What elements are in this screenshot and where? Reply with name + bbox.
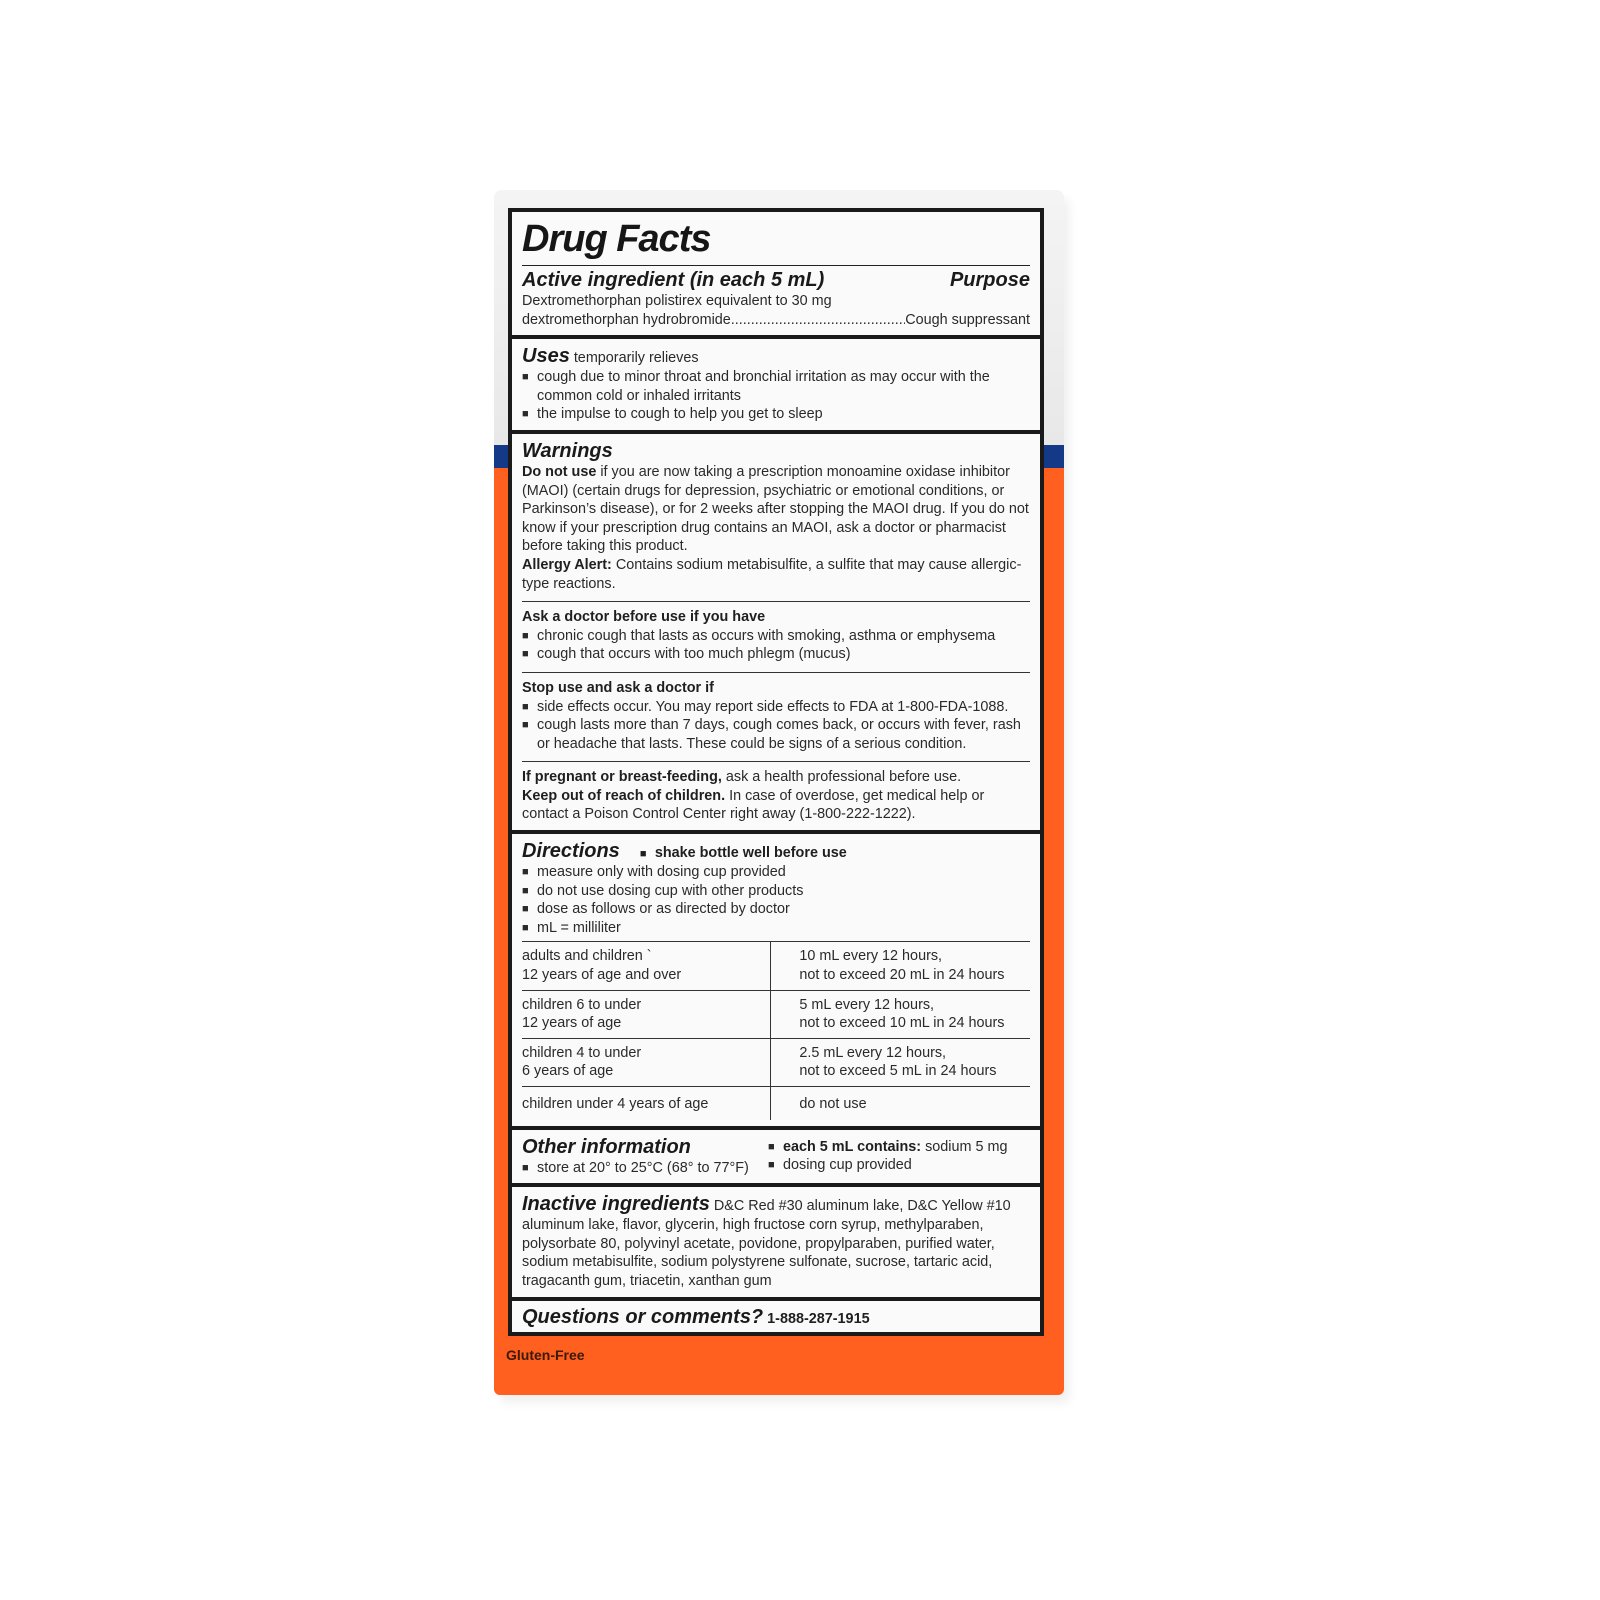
dose-cell: [771, 1087, 1030, 1120]
list-item: ■ dose as follows or as directed by doctor: [522, 900, 1030, 919]
dose-cell: [771, 990, 1030, 1038]
product-box: [494, 190, 1064, 1395]
list-item: ■ cough due to minor throat and bronchial irritation as may occur with the common cold or inhaled irritants: [522, 368, 1030, 405]
allergy-text: Contains sodium metabisulfite, a sulfite that may cause allergic-type reactions.: [522, 556, 1022, 592]
each-5ml-label: each 5 mL contains:: [783, 1138, 922, 1155]
active-ingredient-line2: dextromethorphan hydrobromide: [522, 311, 731, 328]
do-not-use-paragraph: [522, 463, 1030, 556]
directions-section: [512, 834, 1040, 1126]
pregnant-label: If pregnant or breast-feeding,: [522, 769, 722, 786]
purpose-text: Cough suppressant: [905, 311, 1030, 328]
age-cell: [522, 990, 771, 1038]
uses-heading: Uses: [522, 345, 570, 368]
age-line: adults and children `: [522, 948, 652, 965]
list-item: ■ cough that occurs with too much phlegm (mucus): [522, 645, 1030, 664]
inactive-ingredients-heading: Inactive ingredients: [522, 1193, 710, 1216]
active-ingredient-section: [512, 212, 1040, 335]
dose-line: do not use: [799, 1096, 867, 1112]
table-row: [522, 990, 1030, 1038]
age-cell: [522, 1087, 771, 1120]
age-line: children under 4 years of age: [522, 1096, 709, 1112]
dose-cell: [771, 942, 1030, 990]
list-item: ■ dosing cup provided: [768, 1156, 1007, 1175]
dose-cell: [771, 1038, 1030, 1086]
list-item: ■ store at 20° to 25°C (68° to 77°F): [522, 1159, 768, 1178]
divider: [522, 601, 1030, 602]
list-item: ■ cough lasts more than 7 days, cough comes back, or occurs with fever, rash or headache that lasts. These could be signs of a serious condition.: [522, 716, 1030, 753]
warnings-heading: Warnings: [522, 439, 613, 462]
list-item: [768, 1138, 1007, 1157]
uses-section: [512, 339, 1040, 430]
divider: [522, 761, 1030, 762]
allergy-label: Allergy Alert:: [522, 556, 612, 573]
list-item: ■ mL = milliliter: [522, 919, 1030, 938]
age-line: children 4 to under: [522, 1044, 642, 1061]
purpose-heading: Purpose: [949, 269, 1030, 291]
leader-dots: [731, 311, 905, 330]
age-line: children 6 to under: [522, 996, 642, 1013]
table-row: [522, 1087, 1030, 1120]
age-line: 12 years of age: [522, 1015, 622, 1032]
dose-line: 10 mL every 12 hours,: [799, 948, 943, 965]
list-item: ■ the impulse to cough to help you get to sleep: [522, 405, 1030, 424]
directions-heading: Directions: [522, 840, 620, 863]
dose-line: not to exceed 10 mL in 24 hours: [799, 1015, 1005, 1032]
dosage-table: [522, 941, 1030, 1119]
active-ingredient-heading: Active ingredient (in each 5 mL): [522, 269, 825, 291]
keep-out-label: Keep out of reach of children.: [522, 787, 726, 804]
allergy-paragraph: [522, 556, 1030, 593]
do-not-use-label: Do not use: [522, 463, 597, 480]
keep-out-text: In case of overdose, get medical help or contact a Poison Control Center right away (1-800-222-1222).: [522, 787, 985, 823]
drug-facts-panel: [508, 208, 1044, 1336]
list-item: ■ chronic cough that lasts as occurs with smoking, asthma or emphysema: [522, 627, 1030, 646]
table-row: [522, 1038, 1030, 1086]
directions-first-item: ■ shake bottle well before use: [640, 845, 847, 861]
each-5ml-text: sodium 5 mg: [925, 1138, 1008, 1155]
other-information-section: [512, 1130, 1040, 1184]
warnings-section: [512, 434, 1040, 830]
dose-line: not to exceed 5 mL in 24 hours: [799, 1063, 997, 1080]
uses-intro: temporarily relieves: [573, 350, 699, 367]
drug-facts-title: Drug Facts: [522, 217, 1030, 266]
active-ingredient-line1: Dextromethorphan polistirex equivalent to 30 mg: [522, 293, 832, 309]
gluten-free-label: Gluten-Free: [506, 1347, 585, 1363]
questions-heading: Questions or comments?: [522, 1305, 764, 1328]
table-row: [522, 942, 1030, 990]
questions-phone: 1-888-287-1915: [767, 1310, 870, 1327]
do-not-use-text: if you are now taking a prescription monoamine oxidase inhibitor (MAOI) (certain drugs for depression, psychiatric or emotional conditions, or Parkinson’s disease), or for 2 weeks after stopping the MAOI drug. If you do not know if your prescription drug contains an MAOI, ask a doctor or pharmacist before taking this product.: [522, 463, 1029, 555]
age-cell: [522, 942, 771, 990]
dose-line: 2.5 mL every 12 hours,: [799, 1044, 947, 1061]
inactive-ingredients-text: D&C Red #30 aluminum lake, D&C Yellow #10 aluminum lake, flavor, glycerin, high fructose corn syrup, methylparaben, polysorbate 80, polyvinyl acetate, povidone, propylparaben, purified water, sodium metabisulfite, sodium polystyrene sulfonate, sucrose, tartaric acid, tragacanth gum, triacetin, xanthan gum: [522, 1198, 1011, 1289]
other-information-heading: Other information: [522, 1135, 691, 1158]
stop-use-heading: Stop use and ask a doctor if: [522, 679, 714, 696]
inactive-ingredients-section: [512, 1187, 1040, 1296]
list-item: ■ do not use dosing cup with other products: [522, 882, 1030, 901]
age-line: 6 years of age: [522, 1063, 614, 1080]
keep-out-paragraph: [522, 787, 1030, 824]
age-cell: [522, 1038, 771, 1086]
pregnant-paragraph: [522, 768, 1030, 787]
dose-line: 5 mL every 12 hours,: [799, 996, 935, 1013]
list-item: ■ measure only with dosing cup provided: [522, 863, 1030, 882]
dose-line: not to exceed 20 mL in 24 hours: [799, 967, 1005, 984]
pregnant-text: ask a health professional before use.: [725, 769, 962, 786]
list-item: ■ side effects occur. You may report side effects to FDA at 1-800-FDA-1088.: [522, 698, 1030, 717]
age-line: 12 years of age and over: [522, 967, 682, 984]
divider: [522, 672, 1030, 673]
questions-section: [512, 1301, 1040, 1332]
ask-doctor-heading: Ask a doctor before use if you have: [522, 609, 766, 626]
